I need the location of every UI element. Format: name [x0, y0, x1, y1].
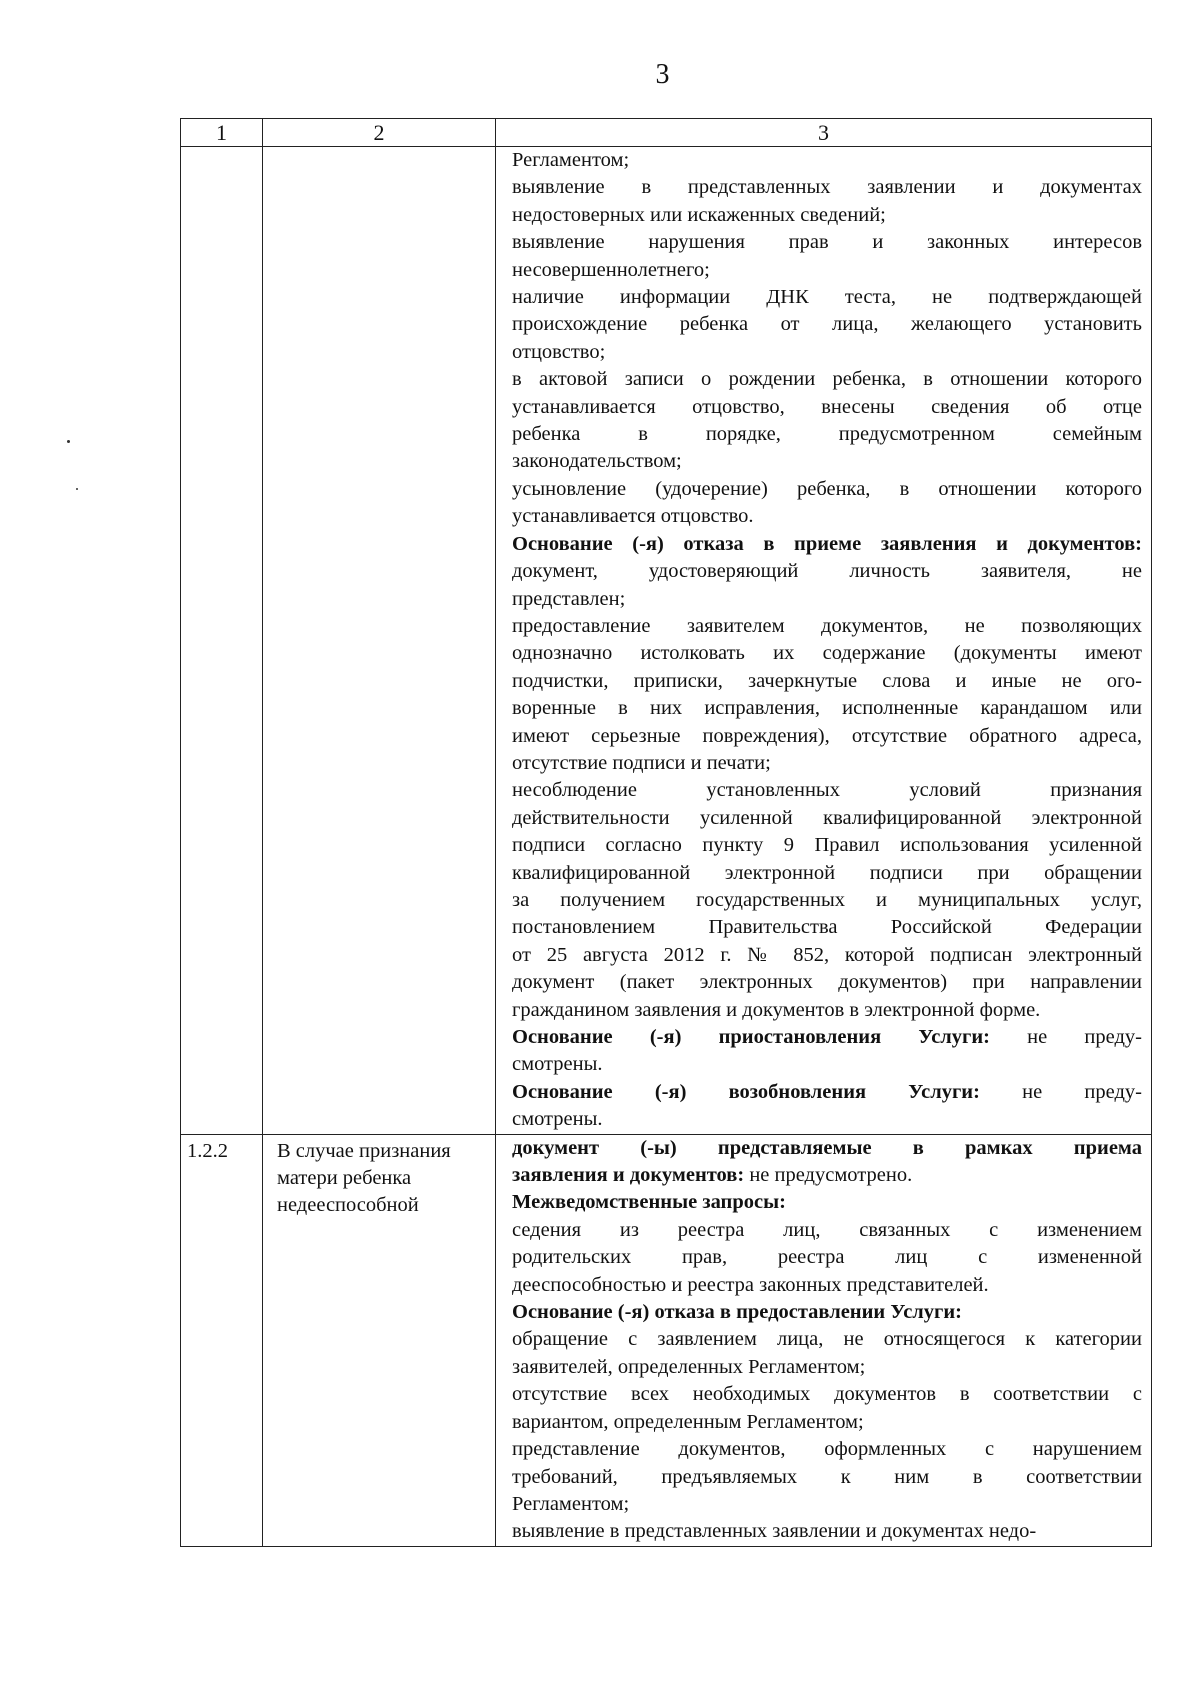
text-line: за получением государственных и муниципальных услуг,	[512, 888, 1142, 911]
text-line	[512, 1024, 1142, 1051]
row-title-cell	[263, 1134, 496, 1546]
page-number: 3	[655, 59, 670, 90]
text-line: документ, удостоверяющий личность заявителя, не	[512, 560, 1142, 583]
text-line: квалифицированной электронной подписи при обращении	[512, 861, 1142, 884]
text-line	[512, 1079, 1142, 1106]
text-line: усыновление (удочерение) ребенка, в отношении которого	[512, 477, 1142, 500]
text-line: отсутствие всех необходимых документов в соответствии с	[512, 1383, 1142, 1406]
row-text-cell	[496, 1134, 1152, 1546]
text-line: Основание (-я) отказа в предоставлении Услуги:	[512, 1301, 962, 1324]
text-line: происхождение ребенка от лица, желающего установить	[512, 313, 1142, 336]
column-header-3: 3	[496, 119, 1152, 147]
text-line: обращение с заявлением лица, не относящегося к категории	[512, 1328, 1142, 1351]
text-line: отцовство;	[512, 340, 606, 363]
text-line: воренные в них исправления, исполненные карандашом или	[512, 697, 1142, 720]
text-line: требований, предъявляемых к ним в соответствии	[512, 1465, 1142, 1488]
text-line: вариантом, определенным Регламентом;	[512, 1410, 864, 1433]
text-line: смотрены.	[512, 1108, 603, 1131]
bold-heading: Основание (-я) возобновления Услуги:	[512, 1080, 980, 1103]
bold-heading: Основание (-я) приостановления Услуги:	[512, 1026, 990, 1048]
text-line: ребенка в порядке, предусмотренном семейным	[512, 423, 1142, 446]
scan-speck	[67, 440, 70, 443]
text-line: наличие информации ДНК теста, не подтверждающей	[512, 286, 1142, 309]
text-line: Регламентом;	[512, 149, 630, 171]
text-line: подписи согласно пункту 9 Правил использования усиленной	[512, 834, 1142, 857]
text-line: от 25 августа 2012 г. № 852, которой подписан электронный	[512, 943, 1142, 966]
text-line: заявителей, определенных Регламентом;	[512, 1355, 866, 1378]
line-text: не преду-	[979, 1080, 1142, 1103]
row-title-text	[277, 1138, 491, 1220]
title-line: недееспособной	[277, 1194, 419, 1217]
text-line: выявление в представленных заявлении и документах недо-	[512, 1520, 1037, 1543]
text-line: Регламентом;	[512, 1492, 630, 1515]
bold-heading: заявления и документов:	[512, 1164, 745, 1187]
text-line: документ (-ы) представляемые в рамках приема	[512, 1136, 1142, 1159]
text-line	[512, 1162, 1142, 1189]
text-line: представление документов, оформленных с нарушением	[512, 1438, 1142, 1461]
text-line: родительских прав, реестра лиц с измененной	[512, 1246, 1142, 1269]
column-header-1: 1	[181, 119, 263, 147]
table-row-continuation	[181, 147, 1152, 1135]
row-number-cell	[181, 147, 263, 1135]
text-line: выявление в представленных заявлении и документах	[512, 176, 1142, 199]
regulation-table	[180, 118, 1152, 1547]
title-line: матери ребенка	[277, 1167, 412, 1190]
table-row-1-2-2	[181, 1134, 1152, 1546]
text-line: седения из реестра лиц, связанных с изменением	[512, 1218, 1142, 1241]
row-122-text	[512, 1135, 1142, 1546]
text-line: несоблюдение установленных условий признания	[512, 779, 1142, 802]
row-text-cell	[496, 147, 1152, 1135]
text-line: выявление нарушения прав и законных интересов	[512, 231, 1142, 254]
text-line: смотрены.	[512, 1053, 603, 1076]
line-text: не преду-	[990, 1026, 1142, 1048]
scan-speck	[76, 488, 78, 490]
title-line: В случае признания	[277, 1139, 451, 1162]
text-line: устанавливается отцовство.	[512, 505, 754, 528]
text-line: несовершеннолетнего;	[512, 258, 710, 281]
text-line: документ (пакет электронных документов) при направлении	[512, 971, 1142, 994]
text-line: гражданином заявления и документов в электронной форме.	[512, 998, 1041, 1021]
row-title-cell	[263, 147, 496, 1135]
text-line: однозначно истолковать их содержание (документы имеют	[512, 642, 1142, 665]
text-line: предоставление заявителем документов, не позволяющих	[512, 614, 1142, 637]
text-line: Основание (-я) отказа в приеме заявления и документов:	[512, 532, 1142, 555]
text-line: действительности усиленной квалифицированной электронной	[512, 806, 1142, 829]
text-line: имеют серьезные повреждения), отсутствие обратного адреса,	[512, 724, 1142, 747]
text-line: законодательством;	[512, 450, 682, 473]
line-text: не предусмотрено.	[744, 1164, 913, 1187]
text-line: дееспособностью и реестра законных представителей.	[512, 1273, 989, 1296]
text-line: Межведомственные запросы:	[512, 1191, 786, 1214]
table-header-row	[181, 119, 1152, 147]
continuation-text	[512, 147, 1142, 1134]
text-line: представлен;	[512, 587, 626, 610]
column-header-2: 2	[263, 119, 496, 147]
text-line: в актовой записи о рождении ребенка, в отношении которого	[512, 368, 1142, 391]
text-line: недостоверных или искаженных сведений;	[512, 203, 886, 226]
text-line: подчистки, приписки, зачеркнутые слова и иные не ого-	[512, 669, 1142, 692]
row-number-cell: 1.2.2	[181, 1134, 263, 1546]
text-line: отсутствие подписи и печати;	[512, 751, 771, 774]
text-line: устанавливается отцовство, внесены сведения об отце	[512, 395, 1142, 418]
text-line: постановлением Правительства Российской Федерации	[512, 916, 1142, 939]
